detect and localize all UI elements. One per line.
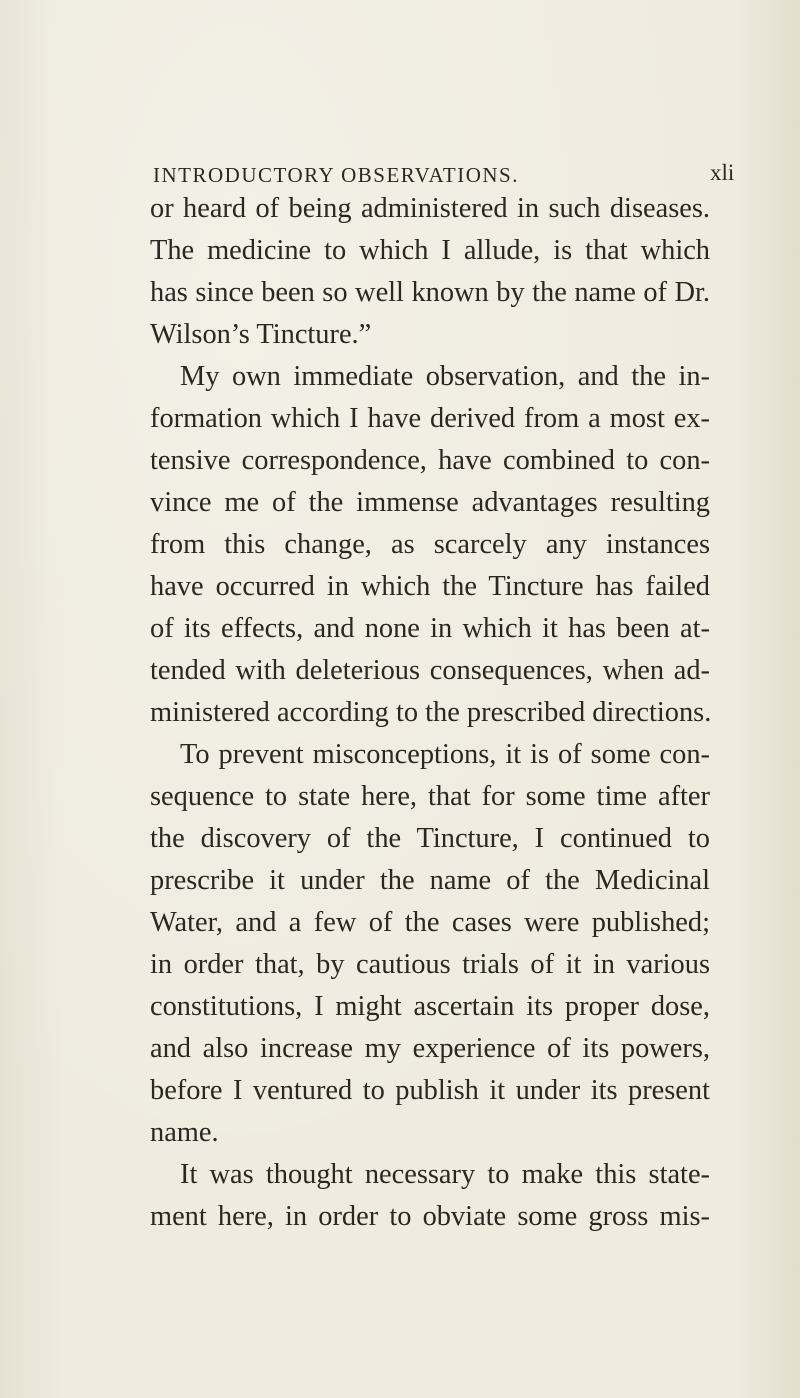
text-line: Water, and a few of the cases were published; [150, 907, 710, 938]
paragraph-start-line: My own immediate observation, and the in- [180, 361, 710, 392]
text-line: have occurred in which the Tincture has failed [150, 571, 710, 602]
paragraph-start-line: It was thought necessary to make this state- [180, 1159, 710, 1190]
text-line: ministered according to the prescribed directions. [150, 697, 712, 728]
text-line: formation which I have derived from a most ex- [150, 403, 710, 434]
text-line: ment here, in order to obviate some gross mis- [150, 1201, 710, 1232]
page-number: xli [710, 160, 735, 185]
text-line: tensive correspondence, have combined to con- [150, 445, 710, 476]
text-line: Wilson’s Tincture.” [150, 319, 372, 350]
text-line: has since been so well known by the name of Dr. [150, 277, 710, 308]
text-line: prescribe it under the name of the Medicinal [150, 865, 710, 896]
text-line: vince me of the immense advantages resulting [150, 487, 710, 518]
text-line: sequence to state here, that for some time after [150, 781, 710, 812]
running-title: INTRODUCTORY OBSERVATIONS. [153, 163, 519, 187]
text-line: constitutions, I might ascertain its proper dose, [150, 991, 710, 1022]
text-line: name. [150, 1117, 219, 1148]
paragraph-start-line: To prevent misconceptions, it is of some con- [180, 739, 710, 770]
text-line: or heard of being administered in such diseases. [150, 193, 710, 224]
text-line: and also increase my experience of its powers, [150, 1033, 710, 1064]
text-line: the discovery of the Tincture, I continued to [150, 823, 710, 854]
body-text [150, 188, 710, 1238]
text-line: of its effects, and none in which it has been at- [150, 613, 710, 644]
text-line: The medicine to which I allude, is that which [150, 235, 710, 266]
text-line: in order that, by cautious trials of it in various [150, 949, 710, 980]
text-line: tended with deleterious consequences, when ad- [150, 655, 710, 686]
text-line: before I ventured to publish it under its present [150, 1075, 710, 1106]
text-line: from this change, as scarcely any instances [150, 529, 710, 560]
